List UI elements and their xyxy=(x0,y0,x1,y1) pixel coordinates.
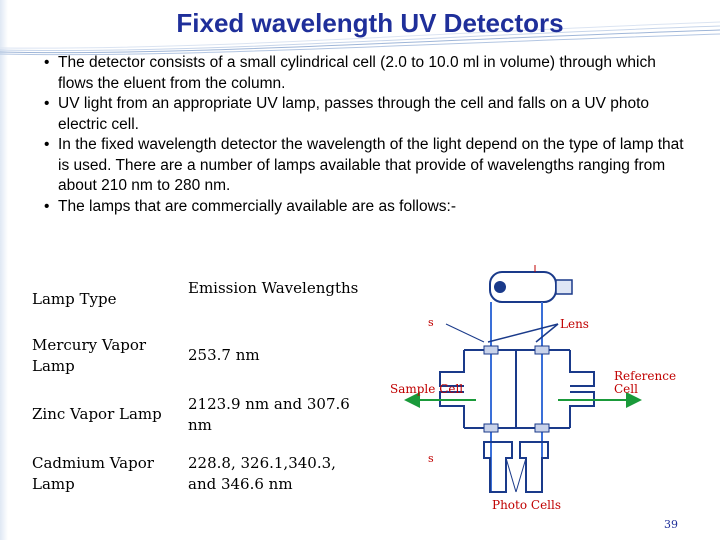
bullet-dot-icon: • xyxy=(44,54,50,71)
table-cell: Mercury Vapor Lamp xyxy=(32,336,147,375)
bullet-dot-icon: • xyxy=(44,197,50,215)
lamp-table xyxy=(32,278,368,502)
table-cell: 228.8, 326.1,340.3, and 346.6 nm xyxy=(188,454,336,493)
bullet-text: The detector consists of a small cylindrical cell (2.0 to 10.0 ml in volume) through which flows the eluent from the column. xyxy=(58,54,656,92)
table-row xyxy=(32,394,368,453)
bullet-text: UV light from an appropriate UV lamp, passes through the cell and falls on a UV photo electric cell. xyxy=(58,95,650,133)
slide-title: Fixed wavelength UV Detectors xyxy=(176,8,564,38)
cell-window xyxy=(535,346,549,354)
table-cell: Zinc Vapor Lamp xyxy=(32,405,162,423)
sample-cell-frame xyxy=(440,392,464,428)
sample-photo-cell xyxy=(484,442,512,492)
bullet-text: In the fixed wavelength detector the wavelength of the light depend on the type of lamp that is used. There are a number of lamps available that provide of wavelengths ranging from about 210 nm to 280 nm. xyxy=(58,136,684,194)
bullet-item xyxy=(44,94,684,135)
reference-cell-frame xyxy=(570,392,594,428)
bullet-dot-icon: • xyxy=(44,136,50,153)
bullet-item xyxy=(44,53,684,94)
photo-cell-connector xyxy=(506,458,516,492)
bullet-list xyxy=(44,53,684,217)
lens-label: Lens xyxy=(560,317,589,331)
reference-photo-cell xyxy=(520,442,548,492)
photo-cells-label: Photo Cells xyxy=(492,498,562,512)
reference-cell-label: Reference Cell xyxy=(614,369,677,396)
table-header-cell: Lamp Type xyxy=(32,290,117,308)
sample-cell-frame xyxy=(440,350,464,386)
table-cell: 2123.9 nm and 307.6 nm xyxy=(188,395,350,434)
left-decorative-bar xyxy=(0,0,8,540)
lens-pointer xyxy=(446,324,484,342)
cell-window xyxy=(484,424,498,432)
cell-window xyxy=(484,346,498,354)
bullet-item xyxy=(44,197,684,218)
bullet-item xyxy=(44,135,684,197)
sample-cell-label: Sample Cell xyxy=(390,382,464,396)
lamp-electrode xyxy=(494,281,506,293)
uv-detector-diagram xyxy=(380,262,680,520)
table-cell: Cadmium Vapor Lamp xyxy=(32,454,154,493)
table-row xyxy=(32,453,368,502)
bullet-text: The lamps that are commercially available are as follows:- xyxy=(58,197,456,215)
reference-cell-frame xyxy=(570,350,594,386)
table-cell: 253.7 nm xyxy=(188,346,260,364)
edge-tick: s xyxy=(428,316,434,329)
edge-tick: s xyxy=(428,452,434,465)
table-header-cell: Emission Wavelengths xyxy=(188,279,359,297)
cell-window xyxy=(535,424,549,432)
table-header-row xyxy=(32,278,368,335)
page-number: 39 xyxy=(664,518,678,531)
photo-cell-connector xyxy=(516,458,526,492)
table-row xyxy=(32,335,368,394)
bullet-dot-icon: • xyxy=(44,95,50,112)
lamp-cap xyxy=(556,280,572,294)
